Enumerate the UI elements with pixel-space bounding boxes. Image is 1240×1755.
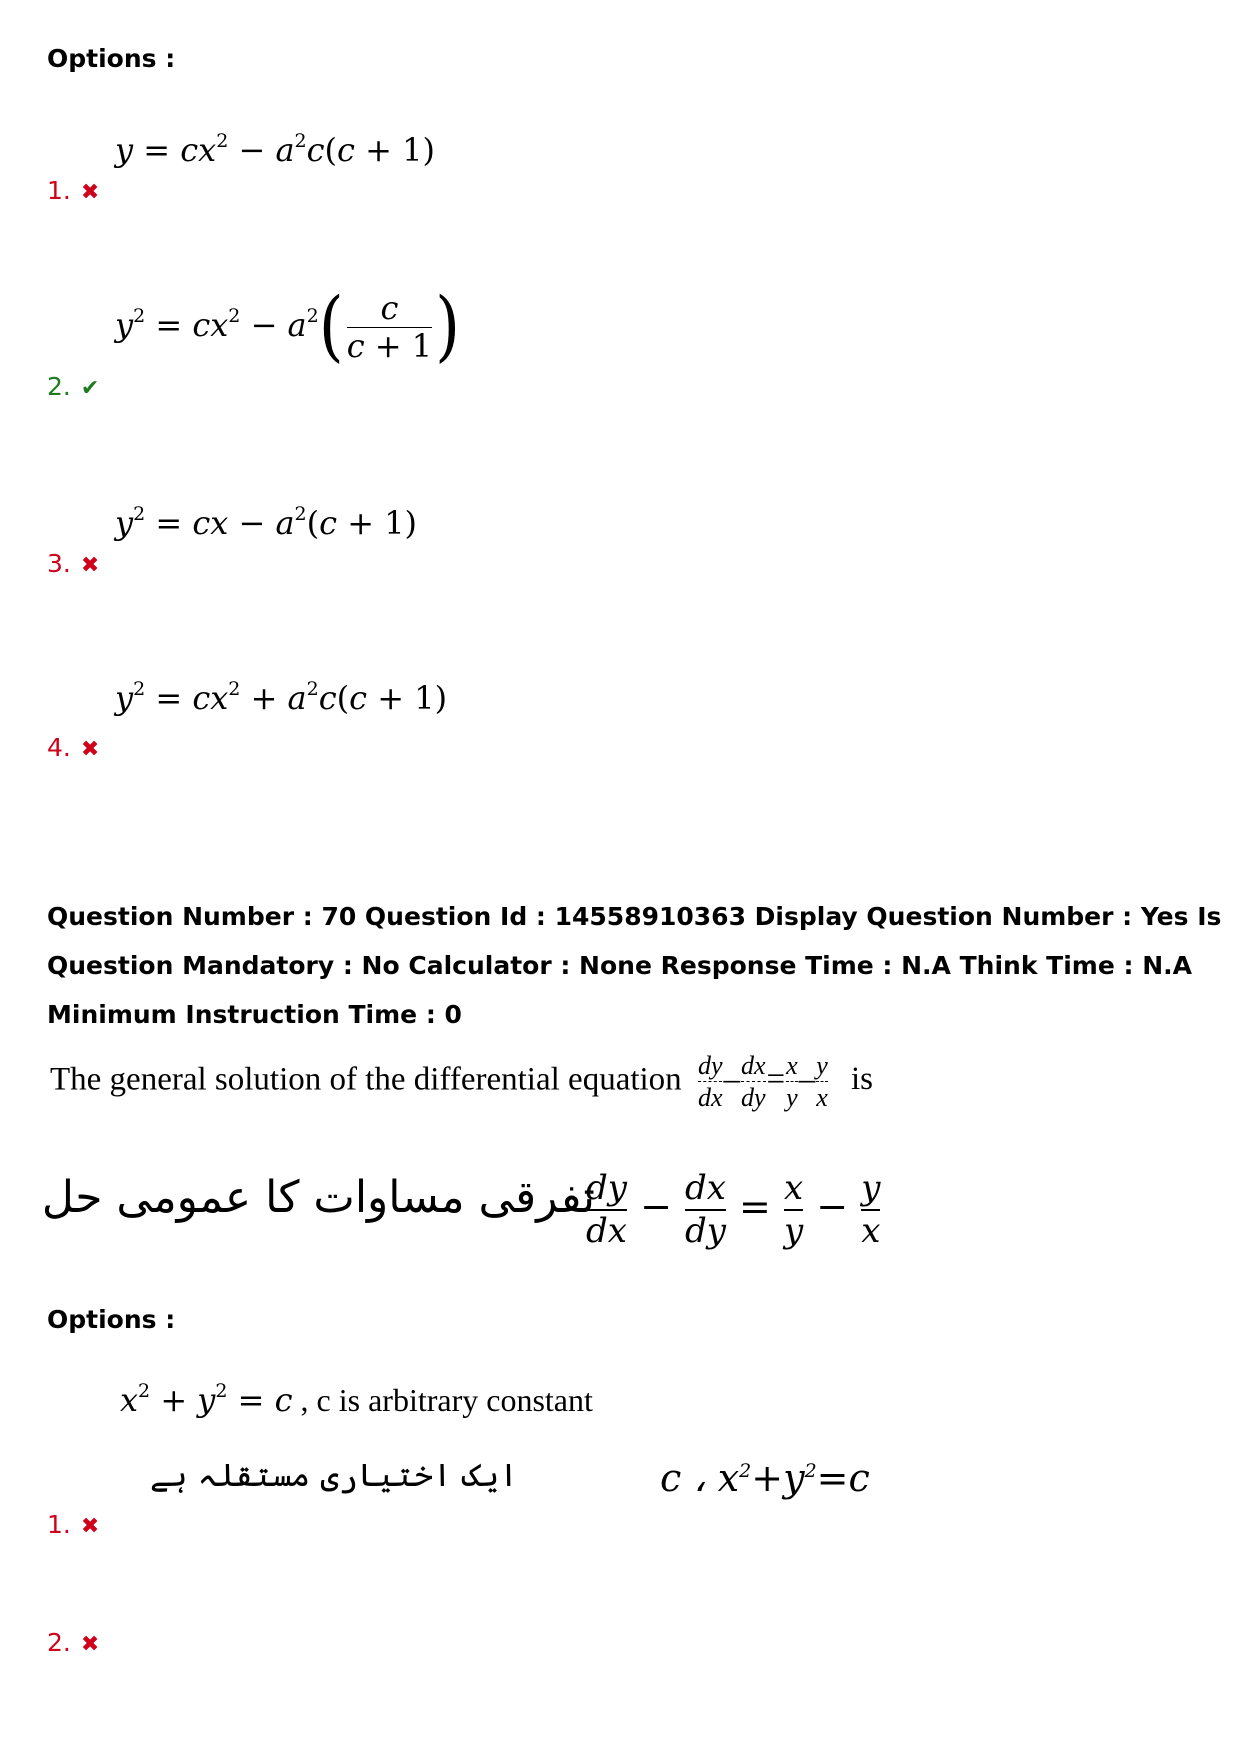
option-4-formula: $y^2 = cx^2 + a^2c(c + 1)$ (115, 678, 448, 717)
urdu-question-text: تفرقی مساوات کا عمومی حل (41, 1172, 595, 1223)
options-heading: Options : (47, 44, 176, 73)
handwritten-urdu-question (41, 1160, 925, 1280)
question-text: The general solution of the differential equation $\frac{dy}{dx}$ – $\frac{dx}{dy}$ = $\frac{x}{y}$ – $\frac{y}{x}$ is (50, 1051, 874, 1113)
wrong-icon: ✖ (80, 180, 100, 205)
option-2-number: 2. (47, 372, 71, 401)
option-1-number: 1. (47, 176, 71, 205)
correct-check-icon: ✔ (80, 376, 100, 401)
option-2-formula: $y^2 = cx^2 - a^2$( $\frac{c}{c + 1}$ ) (115, 282, 461, 372)
option-1-row[interactable] (47, 176, 99, 205)
handwritten-equation: $\frac{dy}{dx}$ − $\frac{dx}{dy}$ = $\frac{x}{y}$ − $\frac{y}{x}$ (586, 1168, 881, 1251)
option-3-formula: $y^2$ = cx − $a^2(c + 1)$ (115, 503, 418, 542)
question-metadata: Question Number : 70 Question Id : 14558910363 Display Question Number : Yes Is Question Mandatory : No Calculator : None Response Time : N.A Think Time : N.A Minimum Instruction Time : 0 (47, 902, 1222, 1029)
options-heading-2: Options : (47, 1305, 176, 1334)
wrong-icon: ✖ (80, 737, 100, 762)
option-4-number: 4. (47, 733, 71, 762)
option-b2-number: 2. (47, 1628, 71, 1657)
wrong-icon: ✖ (80, 553, 100, 578)
option-1-formula: $y = cx^2 - a^2c(c + 1)$ (115, 130, 435, 169)
option-b1-formula: $x^2 + y^2 = c$ , c is arbitrary constant (120, 1380, 593, 1419)
option-3-number: 3. (47, 549, 71, 578)
wrong-icon: ✖ (80, 1632, 100, 1657)
option-b1-urdu: ایک اختیاری مستقلہ ہے (150, 1456, 519, 1494)
wrong-icon: ✖ (80, 1514, 100, 1539)
option-b1-handwritten-eq: c ، $x^2+y^2=c$ (660, 1456, 870, 1500)
option-2-row[interactable] (47, 372, 99, 401)
question-text-is: is (851, 1061, 874, 1098)
question-text-english: The general solution of the differential equation (50, 1061, 682, 1098)
option-b1-text: , c is arbitrary constant (300, 1382, 593, 1418)
option-4-row[interactable] (47, 733, 99, 762)
option-b1-row[interactable] (47, 1510, 99, 1539)
option-b2-row[interactable] (47, 1628, 99, 1657)
option-b1-handwritten (150, 1450, 950, 1520)
option-b1-number: 1. (47, 1510, 71, 1539)
option-3-row[interactable] (47, 549, 99, 578)
